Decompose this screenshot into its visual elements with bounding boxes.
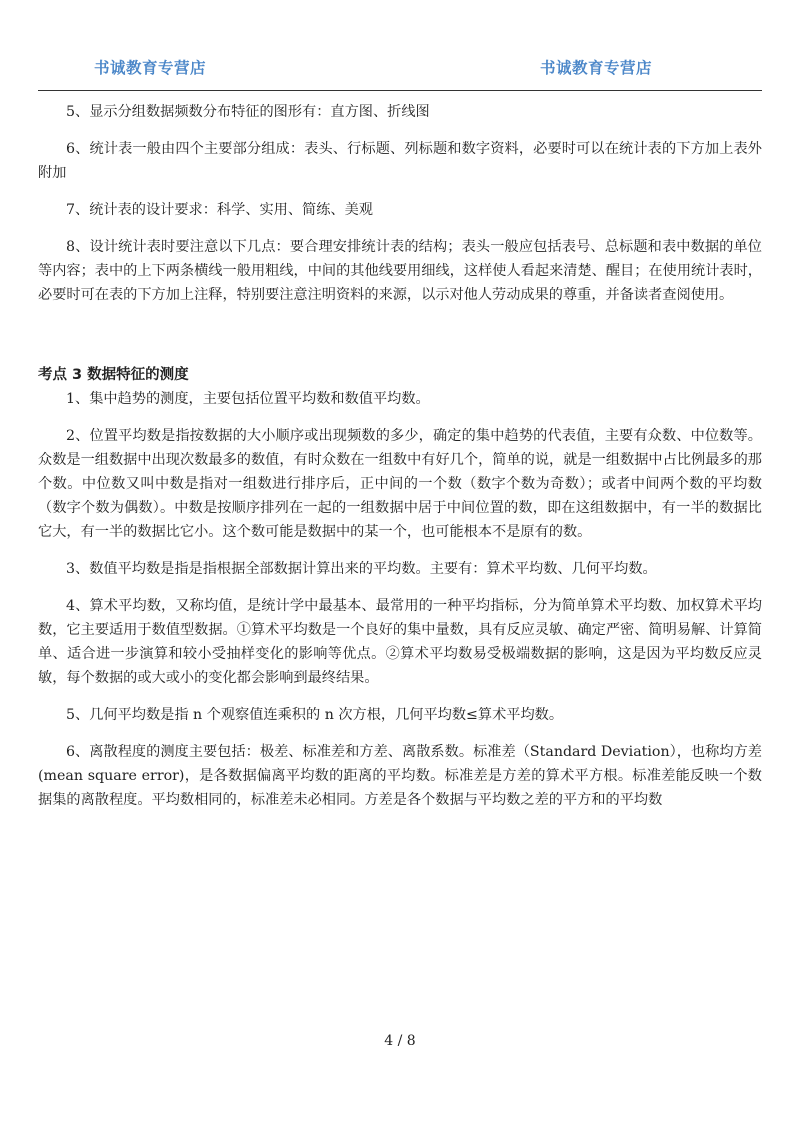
section3-item-1: 1、集中趋势的测度，主要包括位置平均数和数值平均数。	[66, 391, 430, 407]
section3-item-4: 4、算术平均数，又称均值，是统计学中最基本、最常用的一种平均指标，分为简单算术平均数、加权算术平均数，它主要适用于数值型数据。①算术平均数是一个良好的集中量数，具有反应灵敏、确定严密、简明易解、计算简单、适合进一步演算和较小受抽样变化的影响等优点。②算术平均数易受极端数据的影响，这是因为平均数反应灵敏，每个数据的或大或小的变化都会影响到最终结果。	[38, 598, 762, 686]
section-heading: 考点 3 数据特征的测度	[38, 367, 189, 383]
header-store-name-left: 书诚教育专营店	[94, 59, 207, 77]
paragraph-item-8: 8、设计统计表时要注意以下几点：要合理安排统计表的结构；表头一般应包括表号、总标题和表中数据的单位等内容；表中的上下两条横线一般用粗线，中间的其他线要用细线，这样使人看起来清楚、醒目；在使用统计表时，必要时可在表的下方加上注释，特别要注意注明资料的来源，以示对他人劳动成果的尊重，并备读者查阅使用。	[38, 239, 762, 303]
header-store-name-right: 书诚教育专营店	[539, 59, 652, 77]
section3-item-2: 2、位置平均数是指按数据的大小顺序或出现频数的多少，确定的集中趋势的代表值，主要有众数、中位数等。众数是一组数据中出现次数最多的数值，有时众数在一组数中有好几个，简单的说，就是一组数据中占比例最多的那个数。中位数又叫中数是指对一组数进行排序后，正中间的一个数（数字个数为奇数）；或者中间两个数的平均数（数字个数为偶数）。中数是按顺序排列在一起的一组数据中居于中间位置的数，即在这组数据中，有一半的数据比它大，有一半的数据比它小。这个数可能是数据中的某一个，也可能根本不是原有的数。	[38, 428, 762, 540]
section3-item-3: 3、数值平均数是指是指根据全部数据计算出来的平均数。主要有：算术平均数、几何平均数。	[66, 561, 657, 577]
paragraph-item-6: 6、统计表一般由四个主要部分组成：表头、行标题、列标题和数字资料，必要时可以在统计表的下方加上表外附加	[38, 141, 762, 181]
section3-item-6: 6、离散程度的测度主要包括：极差、标准差和方差、离散系数。标准差（Standard Deviation），也称均方差(mean square error)，是各数据偏离平均数的距离的平均数。标准差是方差的算术平方根。标准差能反映一个数据集的离散程度。平均数相同的，标准差未必相同。方差是各个数据与平均数之差的平方和的平均数	[38, 744, 762, 808]
page-number: 4 / 8	[384, 1033, 416, 1049]
page-header	[38, 56, 762, 91]
paragraph-item-5: 5、显示分组数据频数分布特征的图形有：直方图、折线图	[66, 104, 430, 120]
section3-item-5: 5、几何平均数是指 n 个观察值连乘积的 n 次方根，几何平均数≤算术平均数。	[66, 707, 564, 723]
document-body	[38, 100, 762, 812]
paragraph-item-7: 7、统计表的设计要求：科学、实用、简练、美观	[66, 202, 373, 218]
